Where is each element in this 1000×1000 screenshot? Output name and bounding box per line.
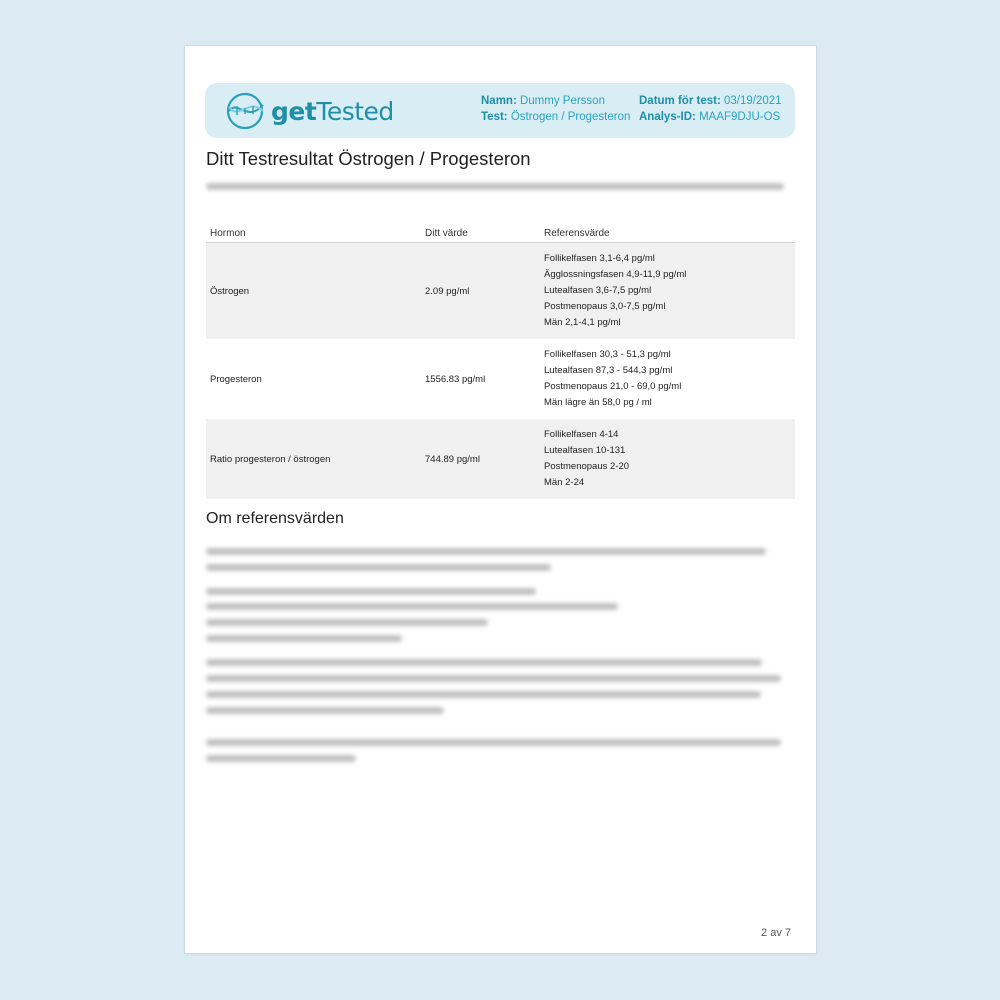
hormone-cell: Progesteron — [210, 373, 262, 385]
value-cell: 2.09 pg/ml — [421, 243, 540, 340]
test-value: Östrogen / Progesteron — [510, 111, 631, 123]
reference-item: Follikelfasen 4-14 — [544, 429, 619, 440]
reference-item: Postmenopaus 3,0-7,5 pg/ml — [544, 301, 666, 312]
date-value: 03/19/2021 — [723, 95, 782, 107]
document-page — [185, 46, 816, 953]
reference-item: Lutealfasen 10-131 — [544, 445, 626, 456]
reference-item: Follikelfasen 3,1-6,4 pg/ml — [544, 253, 655, 264]
reference-cell — [540, 419, 795, 499]
reference-item: Follikelfasen 30,3 - 51,3 pg/ml — [544, 349, 671, 360]
value-cell: 1556.83 pg/ml — [425, 373, 486, 385]
reference-item: Män lägre än 58,0 pg / ml — [544, 397, 652, 408]
name-row — [481, 93, 630, 109]
table-row — [206, 243, 795, 340]
name-label: Namn: — [481, 95, 517, 107]
reference-item: Män 2-24 — [544, 477, 585, 488]
hormone-cell: Östrogen — [206, 243, 421, 340]
results-table — [206, 224, 795, 499]
table-row — [206, 339, 795, 419]
patient-meta — [481, 93, 630, 125]
test-label: Test: — [481, 111, 508, 123]
reference-item: Ägglossningsfasen 4,9-11,9 pg/ml — [544, 269, 687, 280]
reference-item: Postmenopaus 2-20 — [544, 461, 630, 472]
section-title: Om referensvärden — [206, 510, 344, 527]
reference-item: Postmenopaus 21,0 - 69,0 pg/ml — [544, 381, 682, 392]
dna-icon — [225, 91, 267, 131]
reference-item: Lutealfasen 3,6-7,5 pg/ml — [544, 285, 652, 296]
analysis-value: MAAF9DJU-OS — [699, 111, 781, 123]
page-title: Ditt Testresultat Östrogen / Progesteron — [206, 148, 531, 169]
date-label: Datum för test: — [639, 95, 721, 107]
table-row — [206, 419, 795, 499]
analysis-row — [639, 109, 782, 125]
value-cell: 744.89 pg/ml — [421, 419, 540, 499]
table-header-row — [206, 224, 795, 243]
blurred-intro-text — [206, 183, 784, 190]
column-header-hormone: Hormon — [206, 224, 421, 243]
name-value: Dummy Persson — [519, 95, 605, 107]
column-header-value: Ditt värde — [421, 224, 540, 243]
logo-text — [271, 97, 394, 126]
test-row — [481, 109, 630, 125]
reference-cell — [540, 243, 795, 340]
reference-item: Män 2,1-4,1 pg/ml — [544, 317, 621, 328]
gettested-logo — [225, 91, 394, 131]
reference-item: Lutealfasen 87,3 - 544,3 pg/ml — [544, 365, 673, 376]
logo-text-tested: Tested — [316, 96, 394, 126]
test-meta — [639, 93, 782, 125]
report-header — [205, 83, 795, 138]
column-header-reference: Referensvärde — [540, 224, 795, 243]
date-row — [639, 93, 782, 109]
analysis-label: Analys-ID: — [639, 111, 696, 123]
reference-cell — [540, 339, 795, 419]
logo-text-get: get — [271, 96, 317, 126]
hormone-cell: Ratio progesteron / östrogen — [206, 419, 421, 499]
page-number: 2 av 7 — [761, 927, 791, 939]
